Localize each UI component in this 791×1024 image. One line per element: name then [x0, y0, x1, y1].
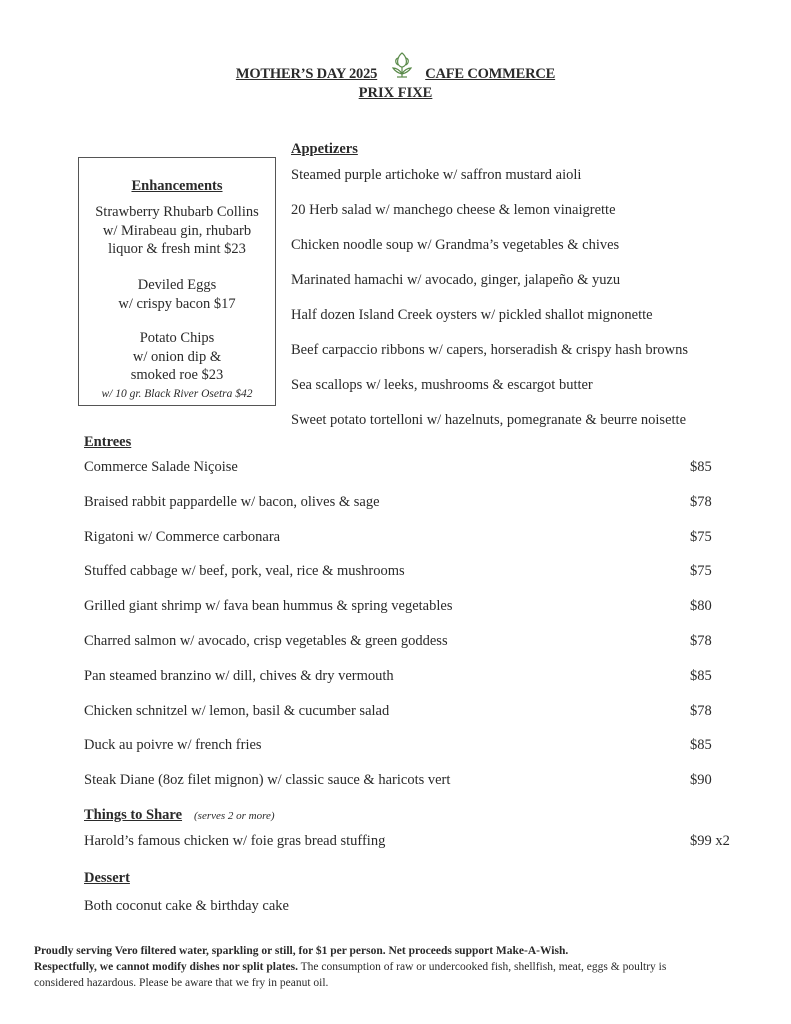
dessert-heading: Dessert — [84, 870, 130, 886]
enhancement-line: w/ Mirabeau gin, rhubarb — [102, 222, 252, 239]
entree-name: Stuffed cabbage w/ beef, pork, veal, rice & mushrooms — [84, 563, 405, 579]
footer-policy-rest: The consumption of raw or undercooked fish, shellfish, meat, eggs & poultry is — [297, 961, 667, 973]
dessert-item: Both coconut cake & birthday cake — [84, 898, 289, 914]
appetizer-item: Beef carpaccio ribbons w/ capers, horseradish & crispy hash browns — [291, 342, 689, 358]
appetizers-heading: Appetizers — [291, 141, 358, 157]
enhancement-line: smoked roe $23 — [130, 367, 224, 383]
entree-price: $85 — [690, 737, 712, 753]
footer-allergy-note: considered hazardous. Please be aware that we fry in peanut oil. — [34, 977, 329, 989]
enhancement-item — [79, 329, 275, 403]
enhancement-line: Deviled Eggs — [137, 277, 217, 293]
entree-name: Charred salmon w/ avocado, crisp vegetables & green goddess — [84, 633, 448, 649]
entree-name: Pan steamed branzino w/ dill, chives & dry vermouth — [84, 668, 394, 684]
title-left: MOTHER’S DAY 2025 — [235, 66, 378, 82]
entree-name: Commerce Salade Niçoise — [84, 459, 238, 475]
entree-price: $80 — [690, 598, 712, 614]
enhancement-line: liquor & fresh mint $23 — [108, 241, 246, 257]
entrees-heading: Entrees — [84, 434, 132, 450]
share-note: (serves 2 or more) — [194, 810, 275, 822]
entree-name: Grilled giant shrimp w/ fava bean hummus & spring vegetables — [84, 598, 453, 614]
appetizer-item: Steamed purple artichoke w/ saffron mustard aioli — [291, 167, 582, 183]
entree-name: Braised rabbit pappardelle w/ bacon, olives & sage — [84, 494, 380, 510]
enhancement-line: Strawberry Rhubarb Collins — [95, 204, 259, 220]
appetizer-item: Marinated hamachi w/ avocado, ginger, jalapeño & yuzu — [291, 272, 621, 288]
entree-name: Rigatoni w/ Commerce carbonara — [84, 529, 281, 545]
enhancement-item — [79, 276, 275, 313]
entree-price: $75 — [690, 529, 712, 545]
footer-policy-bold: Respectfully, we cannot modify dishes nor split plates. — [34, 961, 298, 973]
tulip-icon — [389, 50, 415, 80]
appetizer-item: Sea scallops w/ leeks, mushrooms & escargot butter — [291, 377, 593, 393]
enhancements-box — [78, 157, 276, 406]
entree-name: Duck au poivre w/ french fries — [84, 737, 262, 753]
appetizer-item: Chicken noodle soup w/ Grandma’s vegetables & chives — [291, 237, 620, 253]
entree-name: Steak Diane (8oz filet mignon) w/ classic sauce & haricots vert — [84, 772, 451, 788]
entree-price: $78 — [690, 703, 712, 719]
enhancement-extra: w/ 10 gr. Black River Osetra $42 — [101, 387, 253, 400]
entree-price: $90 — [690, 772, 712, 788]
entree-price: $78 — [690, 633, 712, 649]
appetizer-item: Sweet potato tortelloni w/ hazelnuts, pomegranate & beurre noisette — [291, 412, 687, 428]
share-price: $99 x2 — [690, 833, 730, 849]
footer-policy-note — [34, 961, 666, 973]
enhancements-title: Enhancements — [131, 178, 223, 194]
entree-price: $85 — [690, 668, 712, 684]
entree-price: $78 — [690, 494, 712, 510]
enhancement-line: w/ crispy bacon $17 — [118, 295, 236, 312]
entree-name: Chicken schnitzel w/ lemon, basil & cucumber salad — [84, 703, 390, 719]
footer-water-note: Proudly serving Vero filtered water, sparkling or still, for $1 per person. Net proceeds support Make-A-Wish. — [34, 945, 569, 957]
appetizer-item: Half dozen Island Creek oysters w/ pickled shallot mignonette — [291, 307, 653, 323]
entree-price: $75 — [690, 563, 712, 579]
title-right: CAFE COMMERCE — [425, 66, 556, 82]
share-title: Things to Share — [84, 807, 183, 823]
enhancement-line: w/ onion dip & — [132, 348, 222, 365]
appetizer-item: 20 Herb salad w/ manchego cheese & lemon vinaigrette — [291, 202, 616, 218]
share-item: Harold’s famous chicken w/ foie gras bread stuffing — [84, 833, 386, 849]
enhancement-item — [79, 203, 275, 259]
page-subtitle: PRIX FIXE — [358, 85, 433, 101]
entree-price: $85 — [690, 459, 712, 475]
share-heading — [84, 807, 182, 824]
enhancement-line: Potato Chips — [139, 330, 215, 346]
